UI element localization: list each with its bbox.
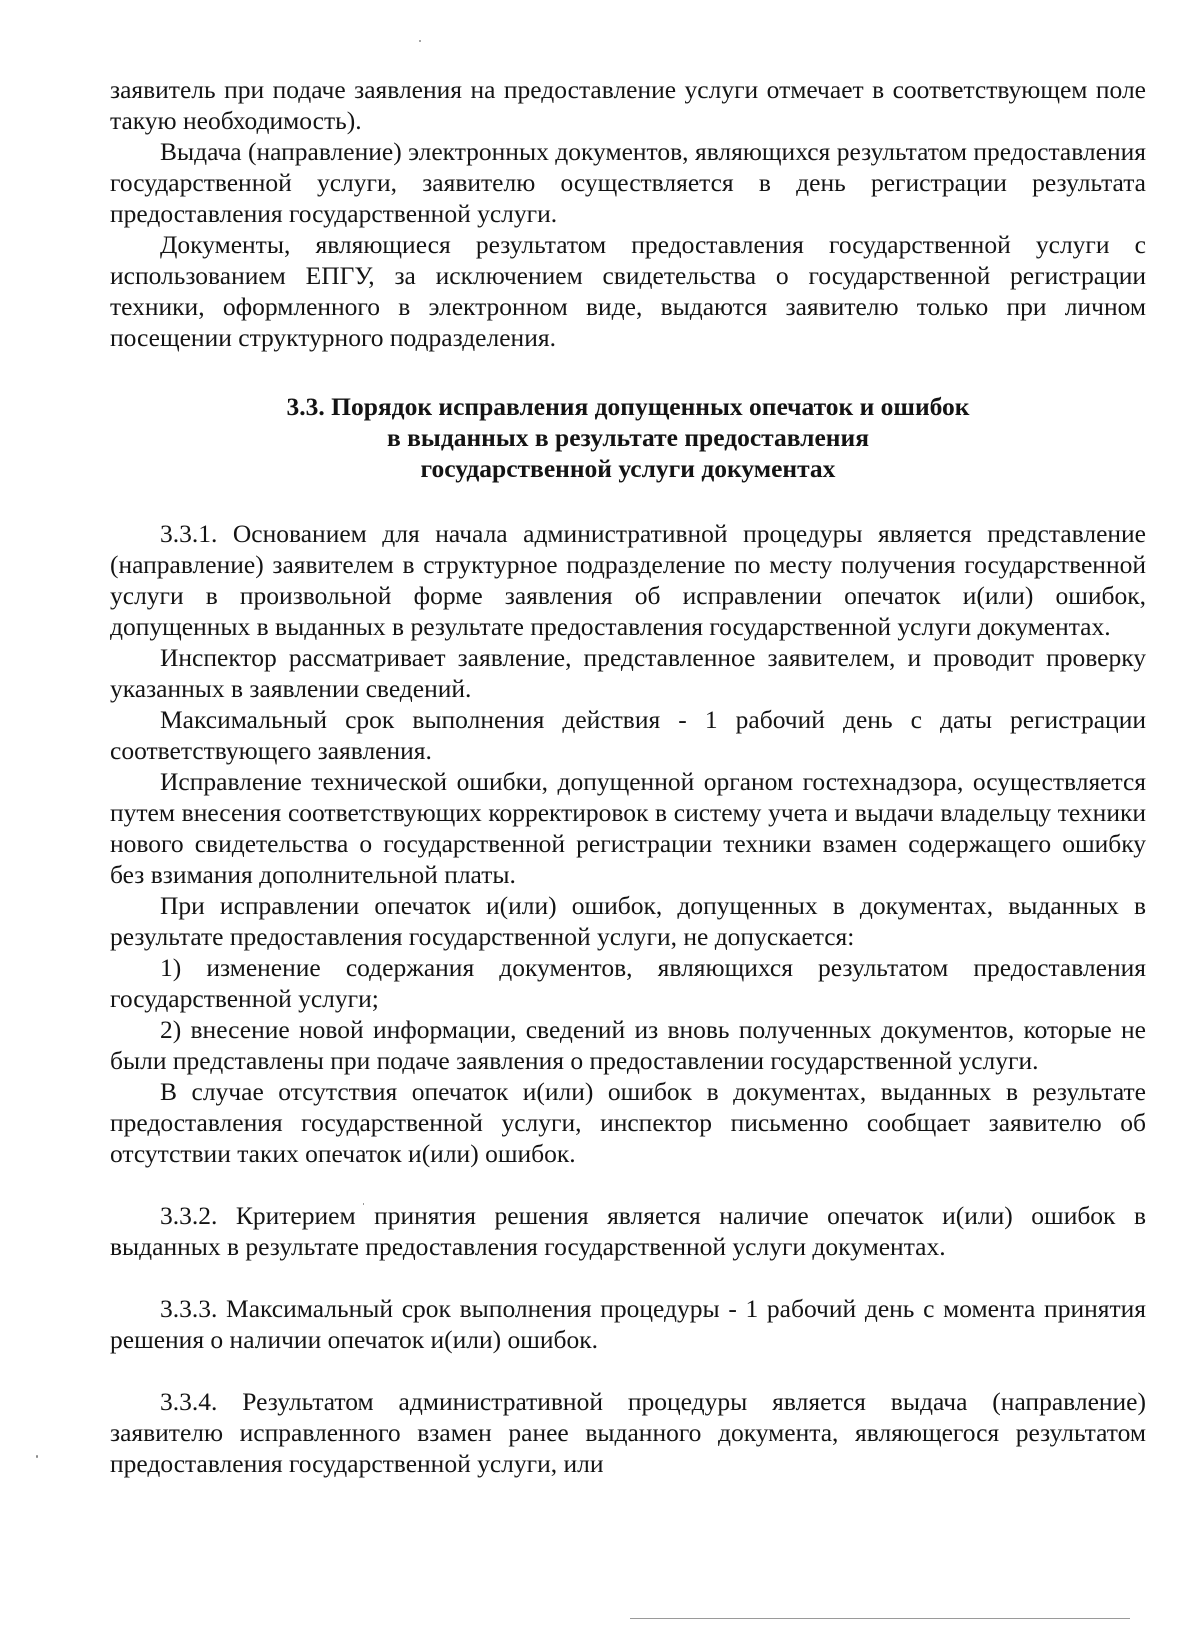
paragraph-3-3-1-basis: 3.3.1. Основанием для начала административной процедуры является представление (направление) заявителем в структурное подразделение по месту получения государственной услуги в произвольной форме заявления об исправлении опечаток и(или) ошибок, допущенных в выданных в результате предоставления государственной услуги документах. bbox=[110, 519, 1146, 641]
paragraph-applicant-note: заявитель при подаче заявления на предоставление услуги отмечает в соответствующем поле такую необходимость). bbox=[110, 75, 1146, 135]
paragraph-not-allowed-intro: При исправлении опечаток и(или) ошибок, допущенных в документах, выданных в результате предоставления государственной услуги, не допускается: bbox=[110, 891, 1146, 951]
paragraph-no-errors-case: В случае отсутствия опечаток и(или) ошибок в документах, выданных в результате предоставления государственной услуги, инспектор письменно сообщает заявителю об отсутствии таких опечаток и(или) ошибок. bbox=[110, 1077, 1146, 1168]
list-item-2: 2) внесение новой информации, сведений из вновь полученных документов, которые не были представлены при подаче заявления о предоставлении государственной услуги. bbox=[110, 1015, 1146, 1075]
page-bottom-edge-line bbox=[630, 1618, 1130, 1619]
section-heading-3-3 bbox=[110, 391, 1146, 484]
scan-speck bbox=[36, 1455, 38, 1458]
paragraph-electronic-issue: Выдача (направление) электронных документов, являющихся результатом предоставления государственной услуги, заявителю осуществляется в день регистрации результата предоставления государственной услуги. bbox=[110, 137, 1146, 228]
section-heading-line-2: в выданных в результате предоставления bbox=[387, 423, 869, 452]
paragraph-max-term-action: Максимальный срок выполнения действия - 1 рабочий день с даты регистрации соответствующего заявления. bbox=[110, 705, 1146, 765]
paragraph-technical-error-fix: Исправление технической ошибки, допущенной органом гостехнадзора, осуществляется путем внесения соответствующих корректировок в систему учета и выдачи владельцу техники нового свидетельства о государственной регистрации техники взамен содержащего ошибку без взимания дополнительной платы. bbox=[110, 767, 1146, 889]
document-body bbox=[110, 74, 1146, 1479]
paragraph-inspector-review: Инспектор рассматривает заявление, представленное заявителем, и проводит проверку указанных в заявлении сведений. bbox=[110, 643, 1146, 703]
paragraph-3-3-2-criterion: 3.3.2. Критерием принятия решения является наличие опечаток и(или) ошибок в выданных в результате предоставления государственной услуги документах. bbox=[110, 1201, 1146, 1261]
list-item-1: 1) изменение содержания документов, являющихся результатом предоставления государственной услуги; bbox=[110, 953, 1146, 1013]
paragraph-3-3-4-result: 3.3.4. Результатом административной процедуры является выдача (направление) заявителю исправленного взамен ранее выданного документа, являющегося результатом предоставления государственной услуги, или bbox=[110, 1387, 1146, 1478]
scan-speck bbox=[419, 40, 421, 42]
paragraph-epgu-documents: Документы, являющиеся результатом предоставления государственной услуги с использованием ЕПГУ, за исключением свидетельства о государственной регистрации техники, оформленного в электронном виде, выдаются заявителю только при личном посещении структурного подразделения. bbox=[110, 230, 1146, 352]
section-heading-line-1: 3.3. Порядок исправления допущенных опечаток и ошибок bbox=[286, 392, 970, 421]
section-heading-line-3: государственной услуги документах bbox=[420, 454, 836, 483]
paragraph-3-3-3-max-term: 3.3.3. Максимальный срок выполнения процедуры - 1 рабочий день с момента принятия решения о наличии опечаток и(или) ошибок. bbox=[110, 1294, 1146, 1354]
